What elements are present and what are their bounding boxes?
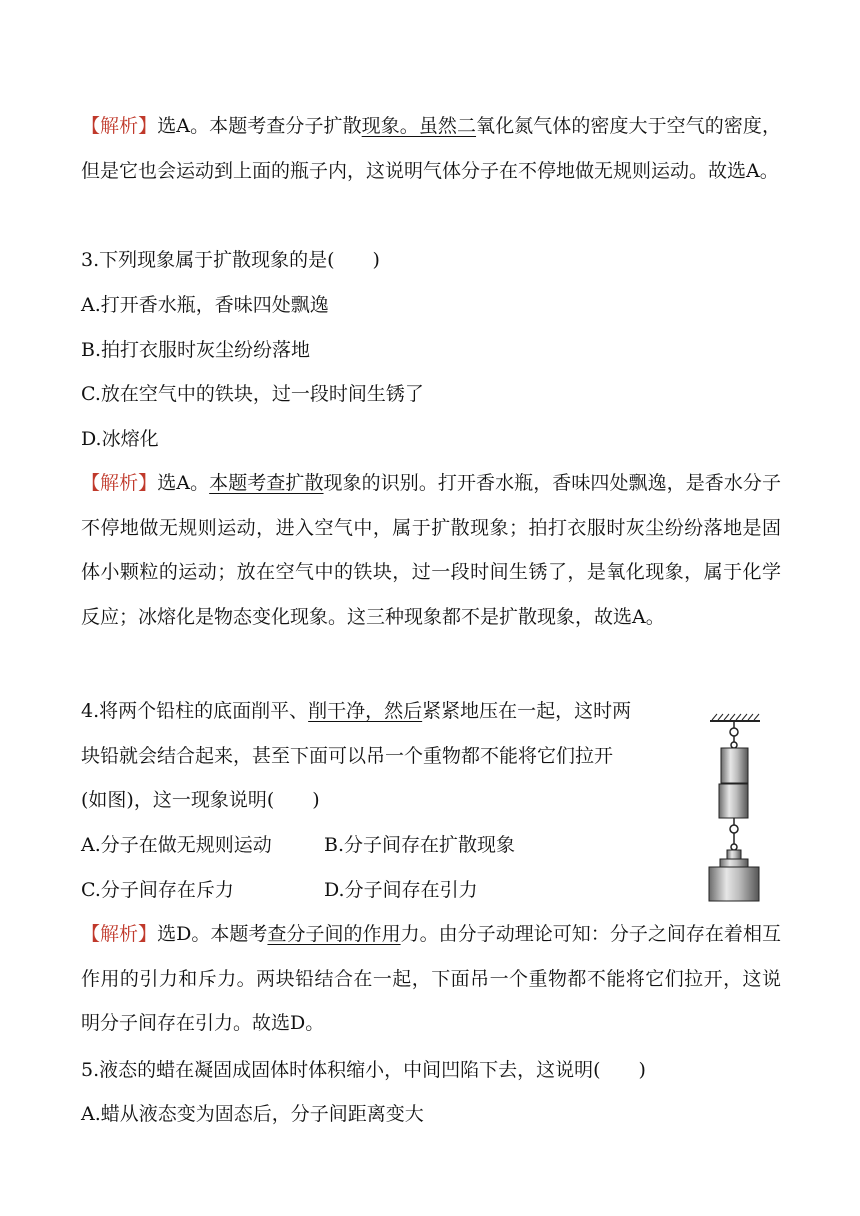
lower-lead-cylinder xyxy=(719,784,748,818)
q4-option-c: C.分子间存在斥力 xyxy=(81,879,234,901)
q4-option-a: A.分子在做无规则运动 xyxy=(81,834,272,856)
q3-option-d: D.冰熔化 xyxy=(81,428,159,450)
q4-option-b: B.分子间存在扩散现象 xyxy=(324,834,516,856)
q4-options-row2 xyxy=(81,868,478,913)
q4-option-d: D.分子间存在引力 xyxy=(324,879,478,901)
analysis-tag: 【解析】 xyxy=(81,923,158,945)
analysis-tag: 【解析】 xyxy=(81,472,158,494)
q4-options-row1 xyxy=(81,823,515,868)
q3-option-a: A.打开香水瓶，香味四处飘逸 xyxy=(81,294,329,316)
analysis-tag: 【解析】 xyxy=(81,115,158,137)
q5-stem: 5.液态的蜡在凝固成固体时体积缩小，中间凹陷下去，这说明( ) xyxy=(81,1059,646,1081)
q2-analysis: 【解析】选A。本题考查分子扩散现象。虽然二氧化氮气体的密度大于空气的密度，但是它也会运动到上面的瓶子内，这说明气体分子在不停地做无规则运动。故选A。 xyxy=(81,115,781,182)
q3-stem: 3.下列现象属于扩散现象的是( ) xyxy=(81,249,380,271)
middle-hook xyxy=(730,818,738,850)
upper-lead-cylinder xyxy=(721,748,748,783)
q3-option-c: C.放在空气中的铁块，过一段时间生锈了 xyxy=(81,383,424,405)
q5-option-a: A.蜡从液态变为固态后，分子间距离变大 xyxy=(81,1103,424,1125)
ceiling-support xyxy=(710,714,760,721)
lead-cylinders-figure xyxy=(700,712,770,904)
q4-stem-line3: (如图)，这一现象说明( ) xyxy=(81,789,320,811)
q4-analysis: 【解析】选D。本题考查分子间的作用力。由分子动理论可知：分子之间存在着相互作用的引力和斥力。两块铅结合在一起，下面吊一个重物都不能将它们拉开，这说明分子间存在引力。故选D。 xyxy=(81,923,781,1034)
top-hook xyxy=(730,722,738,748)
q4-stem-line1: 4.将两个铅柱的底面削平、削干净，然后紧紧地压在一起，这时两 xyxy=(81,700,632,722)
hanging-weight xyxy=(709,850,759,901)
q3-analysis: 【解析】选A。本题考查扩散现象的识别。打开香水瓶，香味四处飘逸，是香水分子不停地做无规则运动，进入空气中，属于扩散现象；拍打衣服时灰尘纷纷落地是固体小颗粒的运动；放在空气中的铁块，过一段时间生锈了，是氧化现象，属于化学反应；冰熔化是物态变化现象。这三种现象都不是扩散现象，故选A。 xyxy=(81,472,781,628)
q3-option-b: B.拍打衣服时灰尘纷纷落地 xyxy=(81,339,311,361)
q4-stem-line2: 块铅就会结合起来，甚至下面可以吊一个重物都不能将它们拉开 xyxy=(81,745,614,767)
